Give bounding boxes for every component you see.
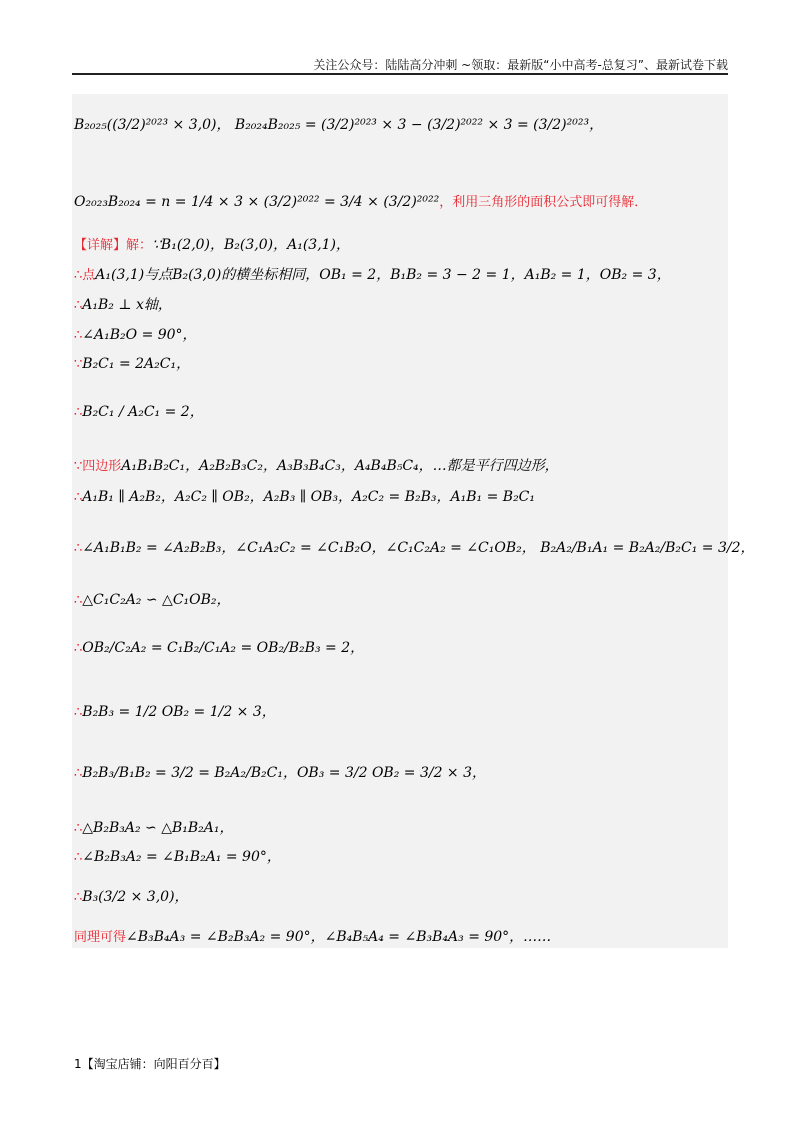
line-9-math: A₁B₁B₂C₁，A₂B₂B₃C₂，A₃B₃B₄C₃，A₄B₄B₅C₄，…都是平行四边形， — [121, 458, 559, 474]
line-16-math: △B₂B₃A₂ ∽ △B₁B₂A₁， — [82, 820, 234, 836]
line-11-label: ∴ — [74, 541, 83, 556]
line-5-math: A₁B₂ ⊥ x轴， — [82, 297, 172, 313]
line-17-math: ∠B₂B₃A₂ = ∠B₁B₂A₁ = 90°， — [82, 849, 281, 865]
line-18-label: ∴ — [74, 890, 83, 905]
line-8-label: ∴ — [74, 405, 83, 420]
line-16 — [74, 821, 234, 835]
line-5-label: ∴ — [74, 298, 83, 313]
line-10-label: ∴ — [74, 490, 83, 505]
line-9 — [74, 459, 559, 473]
line-14-math: B₂B₃ = 1/2 OB₂ = 1/2 × 3， — [82, 704, 276, 720]
line-15-label: ∴ — [74, 766, 83, 781]
line-12-label: ∴ — [74, 593, 83, 608]
line-19 — [74, 930, 551, 944]
header-rule — [72, 73, 728, 75]
line-4-label: ∴点 — [74, 268, 96, 283]
line-17-label: ∴ — [74, 850, 83, 865]
line-12-math: △C₁C₂A₂ ∽ △C₁OB₂， — [82, 592, 231, 608]
line-13 — [74, 641, 364, 655]
line-3-math: ∵B₁(2,0)，B₂(3,0)，A₁(3,1)， — [152, 237, 351, 253]
line-15 — [74, 766, 486, 780]
line-3 — [74, 238, 350, 252]
line-19-label: 同理可得 — [74, 930, 127, 945]
line-1: B₂₀₂₅((3/2)²⁰²³ × 3,0)， B₂₀₂₄B₂₀₂₅ = (3/2)²⁰²³ × 3 − (3/2)²⁰²² × 3 = (3/2)²⁰²³， — [74, 117, 604, 133]
page-footer: 1【淘宝店铺：向阳百分百】 — [74, 1057, 226, 1071]
line-2-math: O₂₀₂₃B₂₀₂₄ = n = 1/4 × 3 × (3/2)²⁰²² = 3/4 × (3/2)²⁰²² — [74, 194, 440, 210]
line-6-math: ∠A₁B₂O = 90°， — [82, 327, 197, 343]
line-7-math: B₂C₁ = 2A₂C₁， — [82, 356, 191, 372]
line-7-label: ∵ — [74, 357, 83, 372]
line-14-label: ∴ — [74, 705, 83, 720]
line-9-label: ∵四边形 — [74, 459, 122, 474]
page-header: 关注公众号：陆陆高分冲刺 ~领取：最新版“小中高考-总复习”、最新试卷下载 — [313, 58, 728, 72]
line-12 — [74, 593, 231, 607]
line-4-math: A₁(3,1)与点B₂(3,0)的横坐标相同，OB₁ = 2，B₁B₂ = 3 − 2 = 1，A₁B₂ = 1，OB₂ = 3， — [95, 267, 671, 283]
line-11-math: ∠A₁B₁B₂ = ∠A₂B₂B₃，∠C₁A₂C₂ = ∠C₁B₂O，∠C₁C₂A₂ = ∠C₁OB₂， B₂A₂/B₁A₁ = B₂A₂/B₂C₁ = 3/2， — [82, 540, 755, 556]
line-2 — [74, 195, 647, 209]
line-8-math: B₂C₁ / A₂C₁ = 2， — [82, 404, 204, 420]
line-6-label: ∴ — [74, 328, 83, 343]
line-2-note: ，利用三角形的面积公式即可得解． — [439, 195, 648, 210]
line-10-math: A₁B₁ ∥ A₂B₂，A₂C₂ ∥ OB₂，A₂B₃ ∥ OB₃，A₂C₂ = B₂B₃，A₁B₁ = B₂C₁ — [82, 489, 536, 505]
line-13-label: ∴ — [74, 641, 83, 656]
line-18-math: B₃(3/2 × 3,0)， — [82, 889, 189, 905]
line-18 — [74, 890, 189, 904]
line-11 — [74, 541, 755, 555]
line-16-label: ∴ — [74, 821, 83, 836]
line-4 — [74, 268, 671, 282]
line-13-math: OB₂/C₂A₂ = C₁B₂/C₁A₂ = OB₂/B₂B₃ = 2， — [82, 640, 365, 656]
line-6 — [74, 328, 197, 342]
line-3-label: 【详解】解： — [74, 238, 153, 253]
line-5 — [74, 298, 172, 312]
line-7 — [74, 357, 190, 371]
line-15-math: B₂B₃/B₁B₂ = 3/2 = B₂A₂/B₂C₁，OB₃ = 3/2 OB₂ = 3/2 × 3， — [82, 765, 487, 781]
line-17 — [74, 850, 281, 864]
line-19-math: ∠B₃B₄A₃ = ∠B₂B₃A₂ = 90°，∠B₄B₅A₄ = ∠B₃B₄A₃ = 90°，…… — [126, 929, 552, 945]
line-10 — [74, 490, 535, 504]
line-8 — [74, 405, 204, 419]
line-14 — [74, 705, 276, 719]
